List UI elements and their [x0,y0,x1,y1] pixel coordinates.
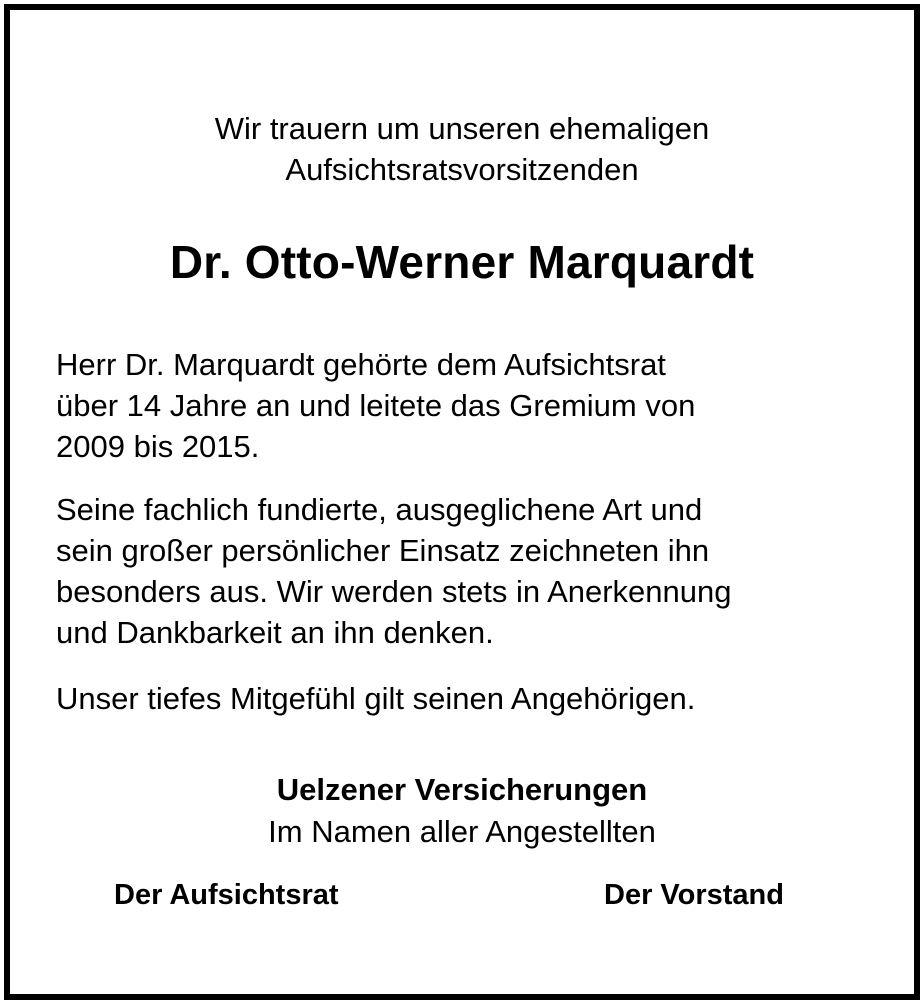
signature-company: Uelzener Versicherungen [276,772,648,807]
paragraph-tribute [56,489,886,653]
signature-supervisory-board: Der Aufsichtsrat [114,879,339,911]
paragraph-line: besonders aus. Wir werden stets in Anerkennung [56,574,732,609]
paragraph-line: Unser tiefes Mitgefühl gilt seinen Angehörigen. [56,681,696,716]
intro-line-2: Aufsichtsratsvorsitzenden [285,152,639,187]
paragraph-line: 2009 bis 2015. [56,429,260,464]
paragraph-line: sein großer persönlicher Einsatz zeichneten ihn [56,533,710,568]
paragraph-tenure [56,344,886,467]
intro-line-1: Wir trauern um unseren ehemaligen [214,111,710,146]
signature-staff: Im Namen aller Angestellten [268,814,656,849]
paragraph-condolence [56,678,886,719]
obituary-notice-frame [4,4,920,1000]
paragraph-line: und Dankbarkeit an ihn denken. [56,615,494,650]
paragraph-line: über 14 Jahre an und leitete das Gremium von [56,388,696,423]
paragraph-line: Seine fachlich fundierte, ausgeglichene Art und [56,492,703,527]
paragraph-line: Herr Dr. Marquardt gehörte dem Aufsichtsrat [56,347,666,382]
deceased-name: Dr. Otto-Werner Marquardt [169,236,755,288]
signature-executive-board: Der Vorstand [604,879,784,911]
